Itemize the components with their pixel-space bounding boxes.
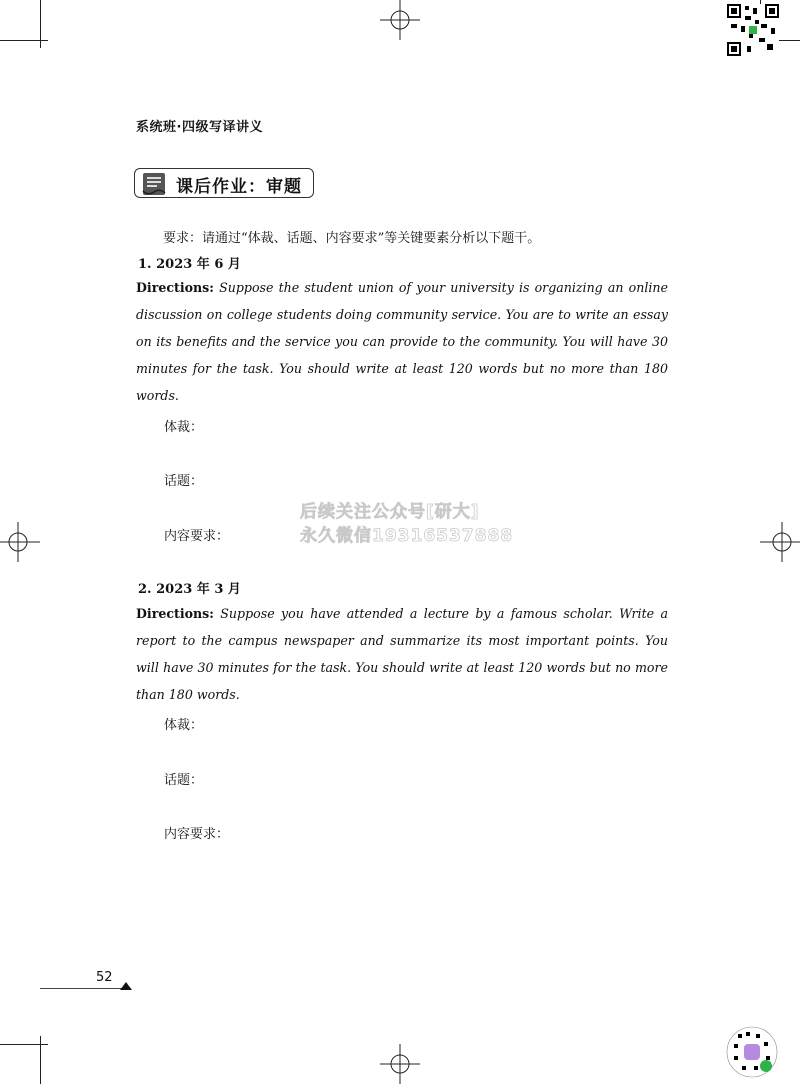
page-number: 52 — [96, 970, 113, 985]
registration-mark — [0, 522, 40, 562]
watermark-line: 永久微信19316537888 — [300, 526, 514, 546]
field-genre: 体裁： — [164, 420, 204, 435]
watermark-line: 后续关注公众号[研大] — [300, 502, 480, 522]
directions-paragraph — [136, 274, 668, 409]
running-header: 系统班·四级写译讲义 — [136, 120, 263, 135]
directions-label: Directions: — [136, 280, 214, 295]
crop-mark — [0, 1044, 48, 1045]
field-topic: 话题： — [164, 474, 204, 489]
directions-text: Suppose the student union of your university is organizing an online discussion on college students doing community service. You are to write an essay on its benefits and the service you can provide to the community. You will have 30 minutes for the task. You should write at least 120 words but no more than 180 words. — [136, 280, 668, 403]
field-genre: 体裁： — [164, 718, 204, 733]
directions-text: Suppose you have attended a lecture by a famous scholar. Write a report to the campus newspaper and summarize its most important points. You will have 30 minutes for the task. You should write at least 120 words but no more than 180 words. — [136, 606, 668, 702]
qr-code — [726, 1026, 778, 1078]
field-content-requirements: 内容要求： — [164, 827, 230, 842]
registration-mark — [380, 1044, 420, 1084]
section-title: 课后作业：审题 — [176, 177, 302, 197]
field-content-requirements: 内容要求： — [164, 529, 230, 544]
crop-mark — [0, 40, 48, 41]
registration-mark — [380, 0, 420, 40]
directions-paragraph — [136, 600, 668, 708]
question-number: 1. 2023 年 6 月 — [138, 257, 241, 272]
requirement-text: 要求：请通过“体裁、话题、内容要求”等关键要素分析以下题干。 — [163, 231, 541, 246]
scroll-icon — [140, 170, 168, 198]
qr-code — [727, 4, 779, 56]
directions-label: Directions: — [136, 606, 214, 621]
footer-rule — [40, 988, 122, 989]
registration-mark — [760, 522, 800, 562]
watermark — [300, 500, 513, 548]
triangle-marker-icon — [120, 982, 132, 990]
field-topic: 话题： — [164, 773, 204, 788]
question-number: 2. 2023 年 3 月 — [138, 582, 241, 597]
